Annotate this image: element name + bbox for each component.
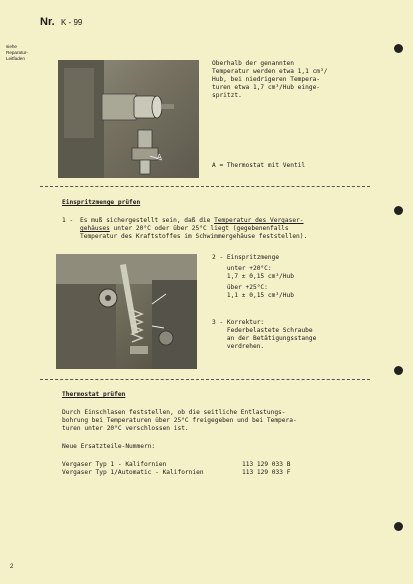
- binder-hole: [394, 44, 403, 53]
- sidenote-line: Reparatur-: [6, 50, 28, 56]
- step2-line: unter +20°C:: [212, 265, 272, 272]
- step1-text: unter 20°C oder über 25°C liegt (gegebenenfalls: [109, 225, 289, 232]
- info-line: Oberhalb der genannten: [212, 60, 294, 67]
- step3-line: 3 - Korrektur:: [212, 319, 265, 326]
- carburetor-linkage-illustration: [56, 254, 197, 369]
- part-name: Vergaser Typ 1/Automatic - Kalifornien: [62, 469, 204, 476]
- body-line: Durch Einschlasen feststellen, ob die seitliche Entlastungs-: [62, 409, 286, 416]
- carburetor-linkage-photo: [56, 254, 197, 369]
- info-line: Temperatur werden etwa 1,1 cm³/: [212, 68, 328, 75]
- thermostat-photo: [58, 60, 199, 178]
- step2-line: 1,7 ± 0,15 cm³/Hub: [212, 273, 294, 280]
- step1-line-1: [80, 217, 304, 225]
- step3-line: Federbelastete Schraube: [212, 327, 313, 334]
- info-line: Hub, bei niedrigeren Tempera-: [212, 76, 321, 83]
- step2-line: über +25°C:: [212, 284, 268, 291]
- binder-hole: [394, 522, 403, 531]
- photo-caption: A = Thermostat mit Ventil: [212, 162, 306, 169]
- step1-line-2: [80, 225, 289, 233]
- step1-text: Es muß sichergestellt sein, daß die: [80, 217, 215, 224]
- info-line: turen etwa 1,7 cm³/Hub einge-: [212, 84, 321, 91]
- step2-line: 1,1 ± 0,15 cm³/Hub: [212, 292, 294, 299]
- step1-line-3: Temperatur des Kraftstoffes im Schwimmergehäuse feststellen).: [80, 233, 308, 240]
- step1-underlined-text: gehäuses: [80, 225, 110, 232]
- part-name: Vergaser Typ 1 - Kalifornien: [62, 461, 167, 468]
- binder-hole: [394, 366, 403, 375]
- step1-number: 1 -: [62, 217, 74, 224]
- thermostat-pruefen-heading: Thermostat prüfen: [62, 391, 126, 398]
- body-line: bohrung bei Temperaturen über 25°C freigegeben und bei Tempera-: [62, 417, 297, 424]
- info-line: spritzt.: [212, 92, 242, 99]
- part-number: 113 129 033 B: [242, 461, 291, 468]
- step3-line: verdrehen.: [212, 343, 265, 350]
- body-line: turen unter 20°C verschlossen ist.: [62, 425, 189, 432]
- step2-line: 2 - Einspritzmenge: [212, 254, 280, 261]
- header-page-id: K - 99: [61, 18, 83, 27]
- section-divider: [40, 186, 370, 187]
- einspritzmenge-heading: Einspritzmenge prüfen: [62, 199, 141, 206]
- sidenote-line: Leitfaden: [6, 56, 25, 62]
- binder-hole: [394, 206, 403, 215]
- sidenote-line: siehe: [6, 44, 17, 49]
- sidenote: [6, 44, 40, 63]
- step3-line: an der Betätigungsstange: [212, 335, 317, 342]
- parts-heading: Neue Ersatzteile-Nummern:: [62, 443, 156, 450]
- thermostat-illustration: [58, 60, 199, 178]
- part-number: 113 129 033 F: [242, 469, 291, 476]
- page-number: 2: [10, 564, 14, 570]
- section-divider: [40, 379, 370, 380]
- header-nr-label: Nr.: [40, 16, 55, 28]
- photo-label-a: A: [157, 154, 162, 161]
- step1-underlined-text: Temperatur des Vergaser-: [214, 217, 304, 224]
